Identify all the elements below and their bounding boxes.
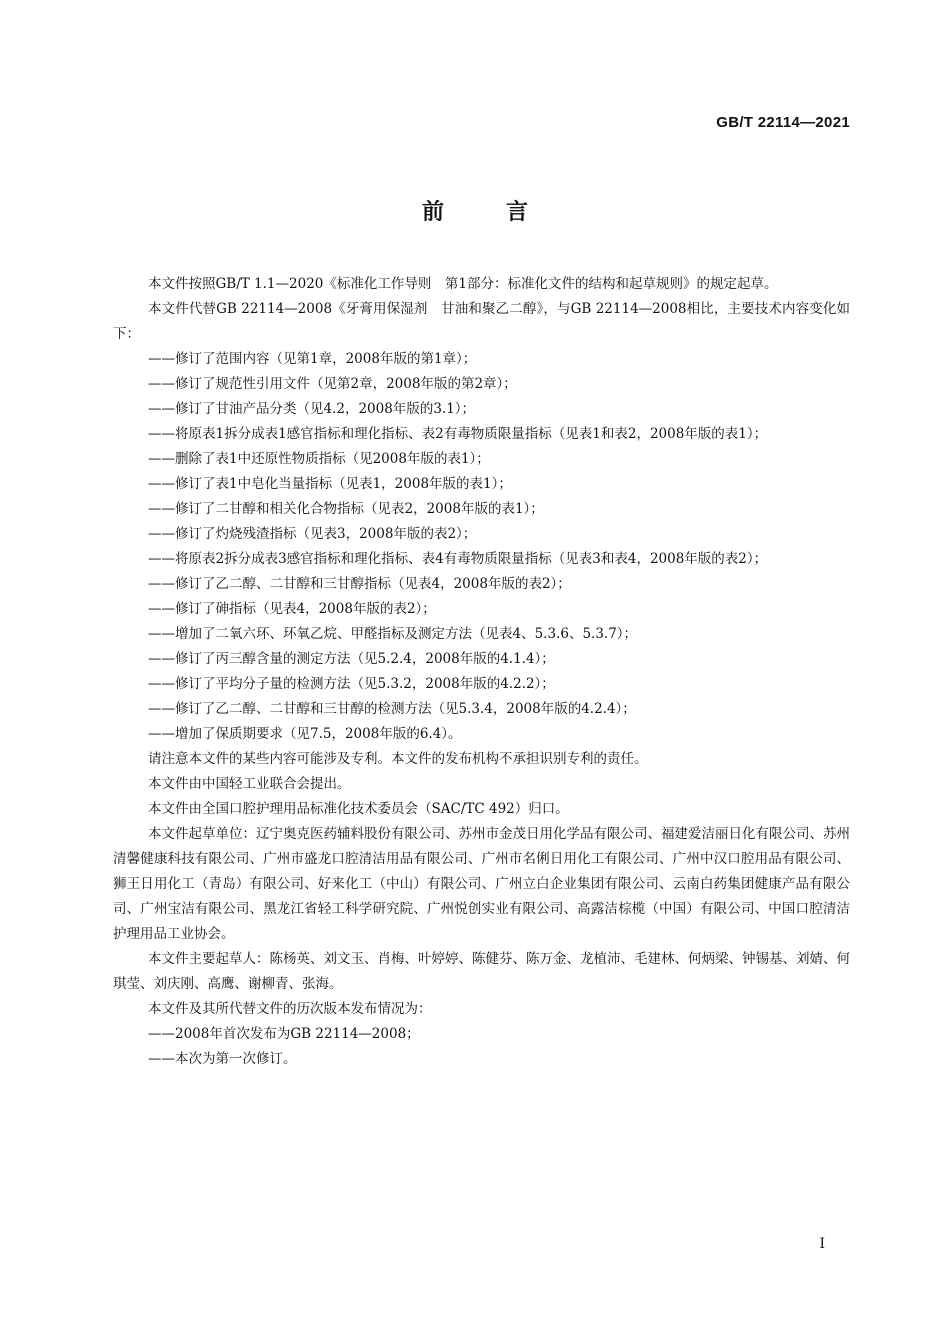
changes-list	[113, 347, 850, 747]
paragraph-replaces: 本文件代替GB 22114—2008《牙膏用保湿剂 甘油和聚乙二醇》，与GB 22114—2008相比，主要技术内容变化如下：	[113, 301, 850, 342]
page-title	[0, 195, 950, 226]
paragraph-drafting-units: 本文件起草单位：辽宁奥克医药辅料股份有限公司、苏州市金茂日用化学品有限公司、福建爱洁丽日化有限公司、苏州清馨健康科技有限公司、广州市盛龙口腔清洁用品有限公司、广州市名俐日用化工有限公司、广州中汉口腔用品有限公司、狮王日用化工（青岛）有限公司、好来化工（中山）有限公司、广州立白企业集团有限公司、云南白药集团健康产品有限公司、广州宝洁有限公司、黑龙江省轻工科学研究院、广州悦创实业有限公司、高露洁棕榄（中国）有限公司、中国口腔清洁护理用品工业协会。	[113, 826, 850, 942]
list-item: ——将原表2拆分成表3感官指标和理化指标、表4有毒物质限量指标（见表3和表4，2008年版的表2）；	[148, 551, 768, 567]
list-item: ——2008年首次发布为GB 22114—2008；	[148, 1026, 420, 1042]
paragraph-drafting-rule: 本文件按照GB/T 1.1—2020《标准化工作导则 第1部分：标准化文件的结构和起草规则》的规定起草。	[148, 276, 778, 292]
list-item: ——删除了表1中还原性物质指标（见2008年版的表1）；	[148, 451, 490, 467]
list-item: ——修订了甘油产品分类（见4.2，2008年版的3.1）；	[148, 401, 476, 417]
paragraph-technical-committee: 本文件由全国口腔护理用品标准化技术委员会（SAC/TC 492）归口。	[148, 801, 569, 817]
list-item: ——修订了平均分子量的检测方法（见5.3.2，2008年版的4.2.2）；	[148, 676, 555, 692]
list-item: ——修订了乙二醇、二甘醇和三甘醇指标（见表4，2008年版的表2）；	[148, 576, 571, 592]
list-item: ——修订了丙三醇含量的测定方法（见5.2.4，2008年版的4.1.4）；	[148, 651, 555, 667]
list-item: ——修订了规范性引用文件（见第2章，2008年版的第2章）；	[148, 376, 517, 392]
list-item: ——修订了灼烧残渣指标（见表3，2008年版的表2）；	[148, 526, 477, 542]
history-list	[113, 1022, 850, 1072]
list-item: ——修订了二甘醇和相关化合物指标（见表2，2008年版的表1）；	[148, 501, 544, 517]
page-title-text: 前言	[421, 199, 590, 225]
list-item: ——本次为第一次修订。	[148, 1051, 297, 1067]
paragraph-patent-notice: 请注意本文件的某些内容可能涉及专利。本文件的发布机构不承担识别专利的责任。	[148, 751, 648, 767]
document-body	[113, 272, 850, 1072]
paragraph-drafters: 本文件主要起草人：陈杨英、刘文玉、肖梅、叶婷婷、陈健芬、陈万金、龙植沛、毛建林、何炳梁、钟锡基、刘婧、何琪莹、刘庆刚、高鹰、谢柳青、张海。	[113, 951, 850, 992]
paragraph-proposer: 本文件由中国轻工业联合会提出。	[148, 776, 351, 792]
list-item: ——修订了砷指标（见表4，2008年版的表2）；	[148, 601, 436, 617]
list-item: ——增加了二氧六环、环氧乙烷、甲醛指标及测定方法（见表4、5.3.6、5.3.7）；	[148, 626, 638, 642]
list-item: ——将原表1拆分成表1感官指标和理化指标、表2有毒物质限量指标（见表1和表2，2008年版的表1）；	[148, 426, 768, 442]
paragraph-history-intro: 本文件及其所代替文件的历次版本发布情况为：	[148, 1001, 432, 1017]
standard-number: GB/T 22114—2021	[716, 114, 850, 131]
list-item: ——修订了范围内容（见第1章，2008年版的第1章）；	[148, 351, 477, 367]
page-number: Ⅰ	[819, 1236, 825, 1252]
list-item: ——修订了表1中皂化当量指标（见表1，2008年版的表1）；	[148, 476, 512, 492]
list-item: ——增加了保质期要求（见7.5，2008年版的6.4）。	[148, 726, 462, 742]
list-item: ——修订了乙二醇、二甘醇和三甘醇的检测方法（见5.3.4，2008年版的4.2.4）；	[148, 701, 636, 717]
